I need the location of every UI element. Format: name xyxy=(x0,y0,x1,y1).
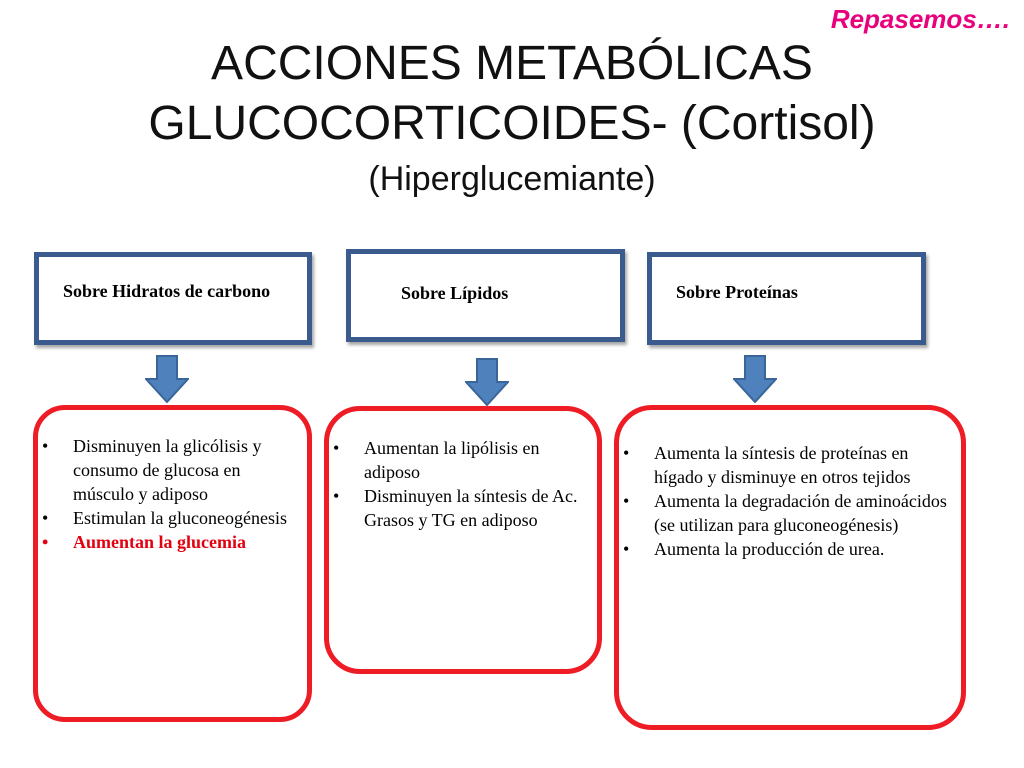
title-line-3: (Hiperglucemiante) xyxy=(368,160,656,198)
effects-list-carbohydrates xyxy=(38,434,307,554)
category-box-proteins xyxy=(647,252,926,345)
corner-note: Repasemos…. xyxy=(830,4,1010,34)
list-item: • Disminuyen la glicólisis y consumo de glucosa en músculo y adiposo xyxy=(73,434,301,506)
down-arrow-icon xyxy=(465,358,509,406)
down-arrow-icon xyxy=(733,355,777,403)
list-item: • Aumenta la síntesis de proteínas en hígado y disminuye en otros tejidos xyxy=(654,441,951,489)
effects-list-proteins xyxy=(619,441,961,561)
slide-title xyxy=(0,34,1024,204)
category-label-lipids: Sobre Lípidos xyxy=(401,283,509,303)
list-item: • Aumenta la degradación de aminoácidos (se utilizan para gluconeogénesis) xyxy=(654,489,951,537)
effects-box-lipids xyxy=(324,406,602,674)
list-item: • Estimulan la gluconeogénesis xyxy=(73,506,301,530)
category-label-carbohydrates: Sobre Hidratos de carbono xyxy=(63,281,271,301)
effects-list-lipids xyxy=(329,436,597,532)
list-item: • Aumenta la producción de urea. xyxy=(654,537,951,561)
title-line-2: GLUCOCORTICOIDES- (Cortisol) xyxy=(148,97,876,150)
title-line-1: ACCIONES METABÓLICAS xyxy=(211,37,813,90)
list-item: • Aumentan la lipólisis en adiposo xyxy=(364,436,591,484)
category-box-carbohydrates xyxy=(34,252,312,345)
effects-box-carbohydrates xyxy=(33,405,312,722)
category-box-lipids xyxy=(346,249,625,342)
category-label-proteins: Sobre Proteínas xyxy=(676,282,798,302)
list-item-highlight: • Aumentan la glucemia xyxy=(73,530,301,554)
down-arrow-icon xyxy=(145,355,189,403)
list-item: • Disminuyen la síntesis de Ac. Grasos y TG en adiposo xyxy=(364,484,591,532)
effects-box-proteins xyxy=(614,405,966,730)
